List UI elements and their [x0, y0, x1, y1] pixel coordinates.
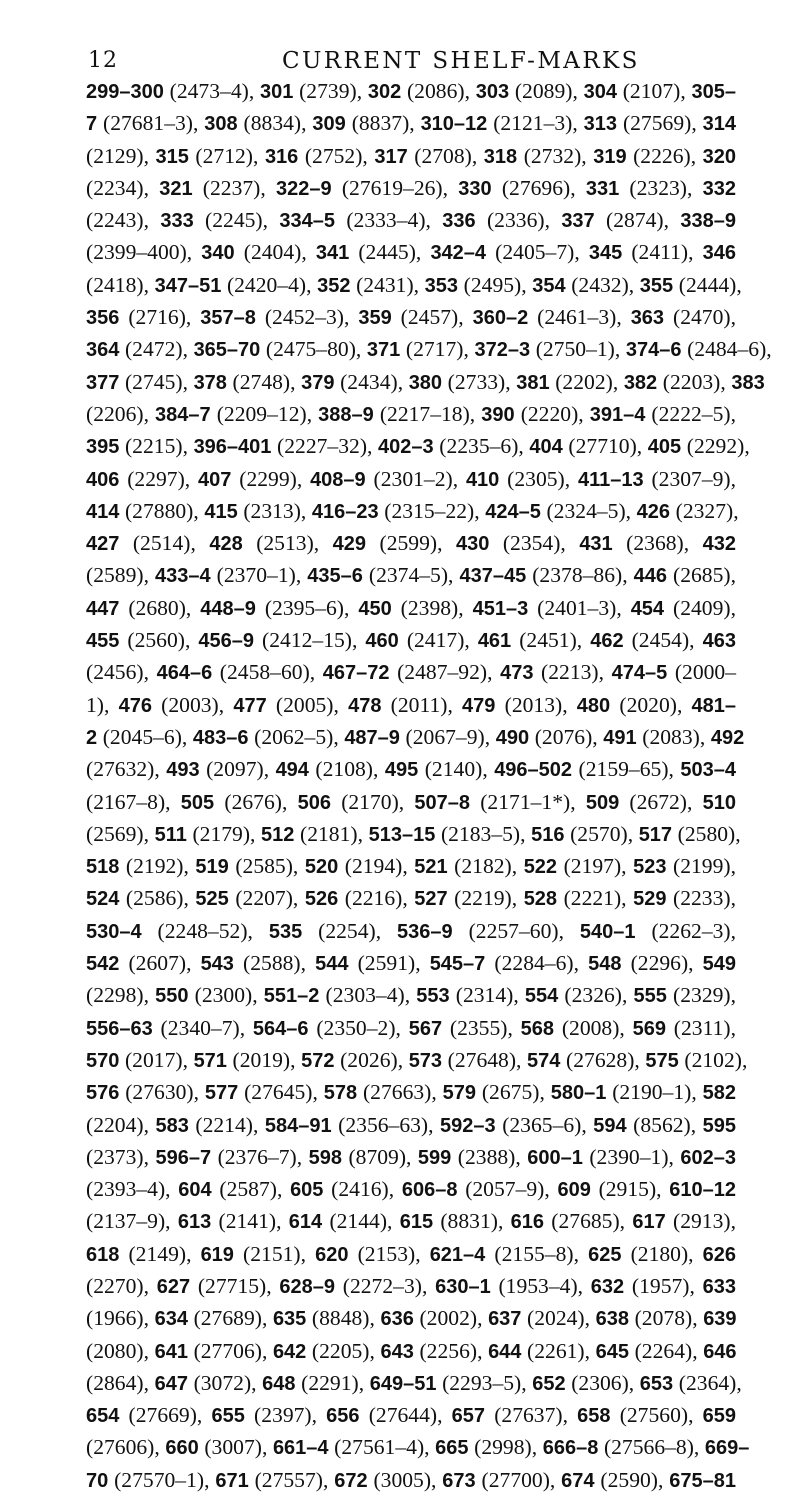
- text-line: 447 (2680), 448–9 (2395–6), 450 (2398), 451–3 (2401–3), 454 (2409),: [86, 595, 736, 620]
- text-line: (2137–9), 613 (2141), 614 (2144), 615 (8831), 616 (27685), 617 (2913),: [86, 1209, 736, 1234]
- text-line: 299–300 (2473–4), 301 (2739), 302 (2086), 303 (2089), 304 (2107), 305–: [86, 79, 736, 103]
- text-line: (2234), 321 (2237), 322–9 (27619–26), 330 (27696), 331 (2323), 332: [86, 175, 736, 200]
- text-line: 654 (27669), 655 (2397), 656 (27644), 657 (27637), 658 (27560), 659: [86, 1403, 736, 1428]
- text-line: (2270), 627 (27715), 628–9 (2272–3), 630–1 (1953–4), 632 (1957), 633: [86, 1273, 737, 1298]
- text-line: 524 (2586), 525 (2207), 526 (2216), 527 (2219), 528 (2221), 529 (2233),: [86, 886, 736, 911]
- text-line: 356 (2716), 357–8 (2452–3), 359 (2457), 360–2 (2461–3), 363 (2470),: [86, 305, 736, 330]
- text-line: (2373), 596–7 (2376–7), 598 (8709), 599 (2388), 600–1 (2390–1), 602–3: [86, 1144, 737, 1169]
- text-line: 556–63 (2340–7), 564–6 (2350–2), 567 (2355), 568 (2008), 569 (2311),: [86, 1015, 736, 1040]
- text-line: (27606), 660 (3007), 661–4 (27561–4), 665 (2998), 666–8 (27566–8), 669–: [86, 1435, 750, 1460]
- text-line: (2569), 511 (2179), 512 (2181), 513–15 (2183–5), 516 (2570), 517 (2580),: [86, 821, 741, 846]
- text-line: (2206), 384–7 (2209–12), 388–9 (2217–18), 390 (2220), 391–4 (2222–5),: [86, 401, 736, 426]
- text-line: 395 (2215), 396–401 (2227–32), 402–3 (2235–6), 404 (27710), 405 (2292),: [86, 434, 750, 459]
- text-line: (1966), 634 (27689), 635 (8848), 636 (2002), 637 (2024), 638 (2078), 639: [86, 1306, 737, 1331]
- text-line: 542 (2607), 543 (2588), 544 (2591), 545–7 (2284–6), 548 (2296), 549: [86, 951, 737, 976]
- text-line: (2393–4), 604 (2587), 605 (2416), 606–8 (2057–9), 609 (2915), 610–12: [86, 1177, 736, 1202]
- text-line: 7 (27681–3), 308 (8834), 309 (8837), 310–12 (2121–3), 313 (27569), 314: [86, 111, 736, 136]
- page-number: 12: [88, 48, 118, 73]
- text-line: 364 (2472), 365–70 (2475–80), 371 (2717), 372–3 (2750–1), 374–6 (2484–6),: [86, 337, 772, 362]
- text-line: (2456), 464–6 (2458–60), 467–72 (2487–92), 473 (2213), 474–5 (2000–: [86, 660, 737, 685]
- text-line: (2129), 315 (2712), 316 (2752), 317 (2708), 318 (2732), 319 (2226), 320: [86, 143, 736, 168]
- text-line: 427 (2514), 428 (2513), 429 (2599), 430 (2354), 431 (2368), 432: [86, 531, 737, 556]
- shelf-mark-concordance: [86, 76, 772, 1497]
- text-line: (2589), 433–4 (2370–1), 435–6 (2374–5), 437–45 (2378–86), 446 (2685),: [86, 563, 736, 588]
- text-line: (2243), 333 (2245), 334–5 (2333–4), 336 (2336), 337 (2874), 338–9: [86, 208, 736, 233]
- text-line: 576 (27630), 577 (27645), 578 (27663), 579 (2675), 580–1 (2190–1), 582: [86, 1080, 736, 1105]
- text-line: (2080), 641 (27706), 642 (2205), 643 (2256), 644 (2261), 645 (2264), 646: [86, 1338, 737, 1363]
- text-line: 2 (2045–6), 483–6 (2062–5), 487–9 (2067–9), 490 (2076), 491 (2083), 492: [86, 724, 745, 749]
- text-line: (2298), 550 (2300), 551–2 (2303–4), 553 (2314), 554 (2326), 555 (2329),: [86, 983, 737, 1008]
- text-line: 406 (2297), 407 (2299), 408–9 (2301–2), 410 (2305), 411–13 (2307–9),: [86, 466, 737, 491]
- text-line: 618 (2149), 619 (2151), 620 (2153), 621–4 (2155–8), 625 (2180), 626: [86, 1241, 737, 1266]
- text-line: 377 (2745), 378 (2748), 379 (2434), 380 (2733), 381 (2202), 382 (2203), 383: [86, 369, 765, 394]
- text-line: (2864), 647 (3072), 648 (2291), 649–51 (2293–5), 652 (2306), 653 (2364),: [86, 1370, 742, 1395]
- text-line: (2399–400), 340 (2404), 341 (2445), 342–4 (2405–7), 345 (2411), 346: [86, 240, 737, 265]
- text-line: 518 (2192), 519 (2585), 520 (2194), 521 (2182), 522 (2197), 523 (2199),: [86, 854, 736, 879]
- text-line: 414 (27880), 415 (2313), 416–23 (2315–22), 424–5 (2324–5), 426 (2327),: [86, 498, 739, 523]
- text-line: 570 (2017), 571 (2019), 572 (2026), 573 (27648), 574 (27628), 575 (2102),: [86, 1047, 748, 1072]
- text-line: (2418), 347–51 (2420–4), 352 (2431), 353 (2495), 354 (2432), 355 (2444),: [86, 272, 742, 297]
- text-line: (27632), 493 (2097), 494 (2108), 495 (2140), 496–502 (2159–65), 503–4: [86, 757, 737, 782]
- running-head: CURRENT SHELF-MARKS: [282, 48, 640, 74]
- text-line: (2167–8), 505 (2676), 506 (2170), 507–8 (2171–1*), 509 (2672), 510: [86, 789, 736, 814]
- text-line: 70 (27570–1), 671 (27557), 672 (3005), 673 (27700), 674 (2590), 675–81: [86, 1467, 736, 1492]
- text-line: (2204), 583 (2214), 584–91 (2356–63), 592–3 (2365–6), 594 (8562), 595: [86, 1112, 737, 1137]
- text-line: 1), 476 (2003), 477 (2005), 478 (2011), 479 (2013), 480 (2020), 481–: [86, 692, 737, 717]
- text-line: 455 (2560), 456–9 (2412–15), 460 (2417), 461 (2451), 462 (2454), 463: [86, 628, 736, 653]
- text-line: 530–4 (2248–52), 535 (2254), 536–9 (2257–60), 540–1 (2262–3),: [86, 918, 737, 943]
